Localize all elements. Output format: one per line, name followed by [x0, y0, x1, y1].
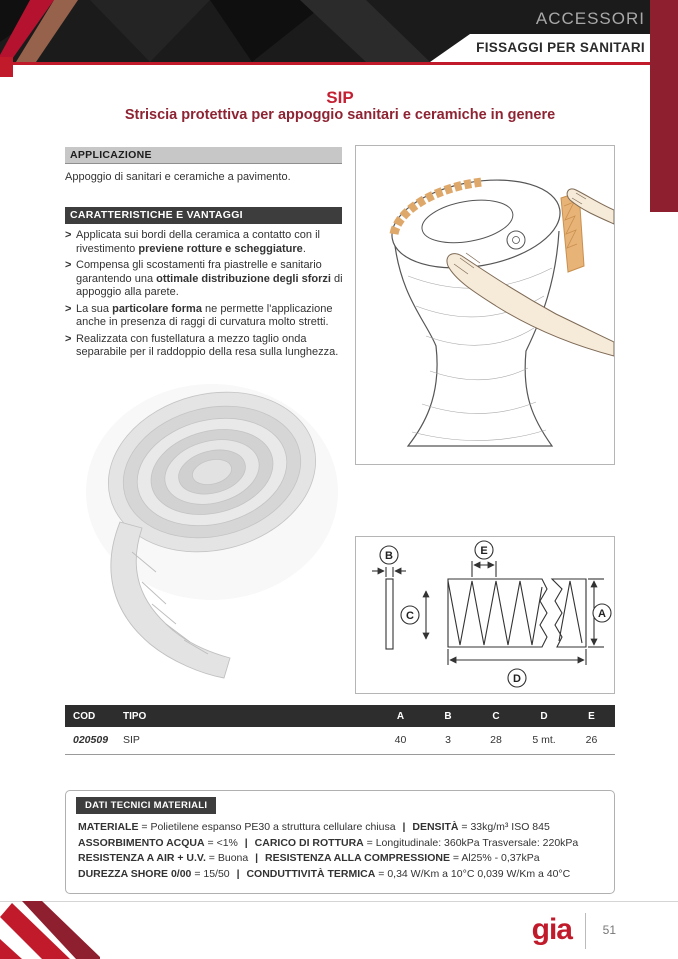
col-header-a: A: [377, 705, 424, 727]
col-header-e: E: [568, 705, 615, 727]
tech-data-heading: DATI TECNICI MATERIALI: [76, 797, 216, 814]
features-list: [65, 229, 349, 363]
spec-table: [65, 705, 615, 755]
cell-c: 28: [472, 727, 520, 754]
feature-text: La sua particolare forma ne permette l'applicazione anche in presenza di raggi di curvatura molto stretti.: [76, 302, 333, 328]
header-red-line: [0, 62, 650, 65]
dimension-diagram-box: [355, 536, 615, 694]
header-left-red-chip: [0, 57, 13, 77]
footer-divider: [585, 913, 586, 949]
application-text: Appoggio di sanitari e ceramiche a pavimento.: [65, 171, 291, 183]
col-header-b: B: [424, 705, 472, 727]
cell-b: 3: [424, 727, 472, 754]
cell-e: 26: [568, 727, 615, 754]
tech-line: ASSORBIMENTO ACQUA = <1% | CARICO DI ROTTURA = Longitudinale: 360kPa Trasversale: 220kPa: [78, 836, 579, 849]
features-heading: CARATTERISTICHE E VANTAGGI: [65, 207, 342, 224]
tech-data-lines: [78, 820, 602, 882]
tech-data-box: [65, 790, 615, 894]
application-heading: APPLICAZIONE: [65, 147, 342, 164]
bullet-marker: >: [65, 332, 72, 345]
brand-logo: gia: [531, 913, 572, 946]
feature-item: [65, 303, 349, 330]
product-title: SIP: [326, 88, 354, 107]
cell-d: 5 mt.: [520, 727, 568, 754]
page-footer: [0, 901, 678, 959]
tech-line: MATERIALE = Polietilene espanso PE30 a struttura cellulare chiusa | DENSITÀ = 33kg/m³ ISO 845: [78, 821, 550, 833]
tech-separator: |: [236, 867, 240, 880]
dim-label-D: D: [513, 673, 521, 685]
bullet-marker: >: [65, 259, 72, 271]
spec-table-header-row: [65, 705, 615, 727]
tech-line: DUREZZA SHORE 0/00 = 15/50 | CONDUTTIVITÀ TERMICA = 0,34 W/Km a 10°C 0,039 W/Km a 40°C: [78, 867, 571, 880]
header-subcategory: FISSAGGI PER SANITARI: [476, 40, 645, 55]
product-subtitle: Striscia protettiva per appoggio sanitari e ceramiche in genere: [124, 107, 556, 123]
dimension-diagram: [356, 537, 614, 693]
cell-cod: 020509: [65, 727, 115, 754]
footer-pattern: [0, 901, 120, 959]
col-header-c: C: [472, 705, 520, 727]
feature-item: [65, 259, 349, 300]
col-header-d: D: [520, 705, 568, 727]
header-category: ACCESSORI: [535, 9, 645, 28]
dim-label-E: E: [480, 545, 488, 557]
feature-text: Compensa gli scostamenti fra piastrelle e sanitario garantendo una ottimale distribuzione degli sforzi di appoggio alla parete.: [76, 259, 343, 298]
feature-text: Applicata sui bordi della ceramica a contatto con il rivestimento previene rotture e scheggiature.: [76, 229, 320, 255]
cell-a: 40: [377, 727, 424, 754]
application-illustration: [356, 146, 614, 464]
bullet-marker: >: [65, 229, 72, 241]
dim-label-B: B: [385, 550, 393, 562]
tech-separator: |: [244, 836, 248, 849]
page-number: 51: [602, 923, 616, 937]
table-row: [65, 727, 615, 754]
dim-label-C: C: [406, 610, 414, 622]
cell-tipo: SIP: [115, 727, 377, 754]
dim-label-A: A: [598, 608, 606, 620]
col-header-tipo: TIPO: [115, 705, 377, 727]
feature-text: Realizzata con fustellatura a mezzo taglio onda separabile per il raddoppio della resa sulla lunghezza.: [76, 332, 339, 358]
header-maroon-band: [650, 0, 678, 212]
tech-line: RESISTENZA A AIR + U.V. = Buona | RESISTENZA ALLA COMPRESSIONE = Al25% - 0,37kPa: [78, 852, 540, 864]
feature-item: [65, 229, 349, 256]
application-illustration-box: [355, 145, 615, 465]
col-header-cod: COD: [65, 705, 115, 727]
tech-separator: |: [255, 852, 259, 864]
bullet-marker: >: [65, 302, 72, 315]
tech-separator: |: [402, 821, 406, 833]
product-photo: [72, 352, 344, 690]
